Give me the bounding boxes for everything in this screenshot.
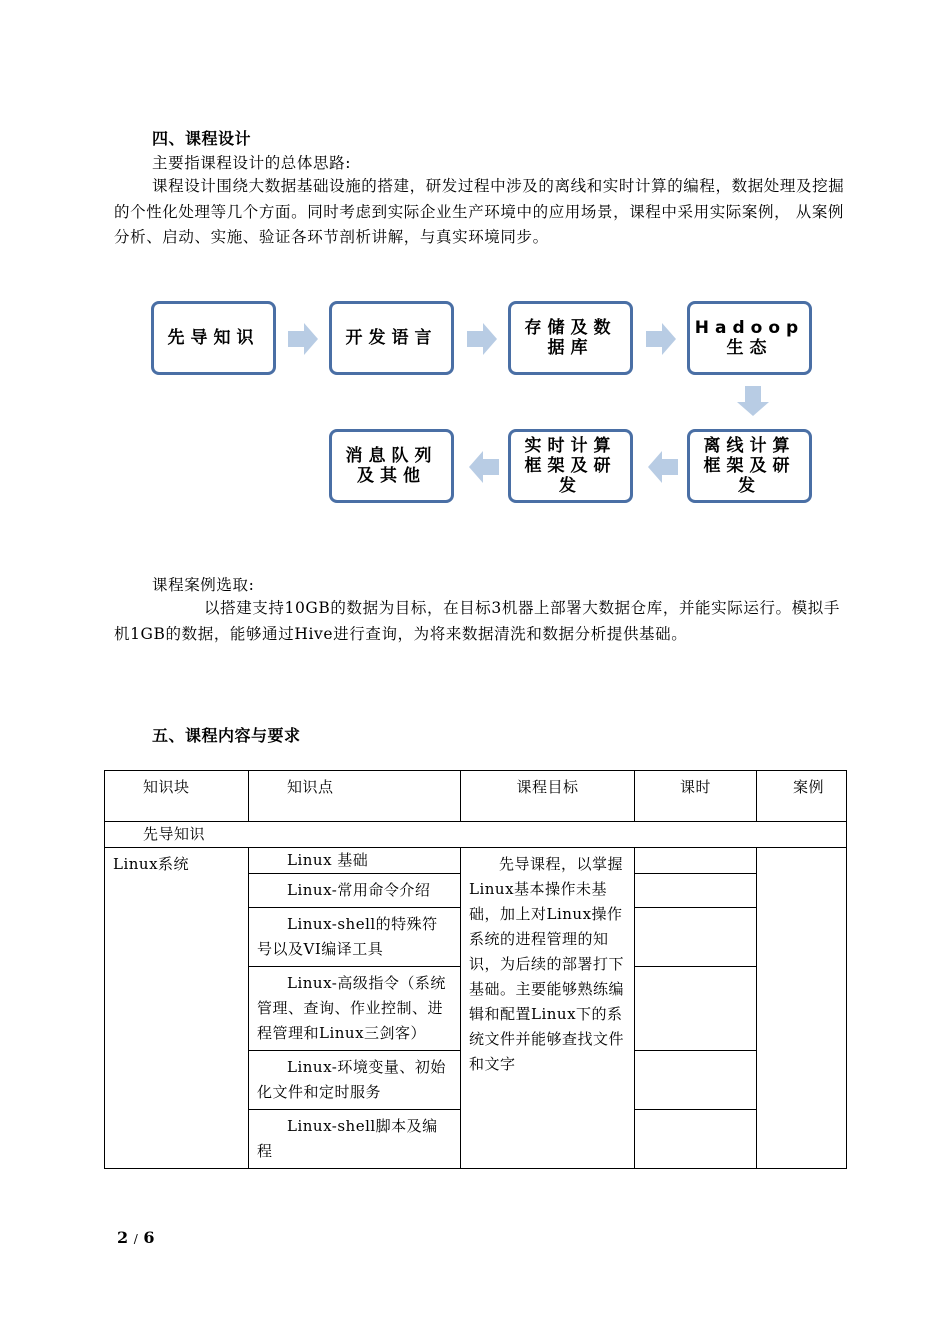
case-title: 课程案例选取: xyxy=(152,576,255,594)
flow-arrow-down-icon xyxy=(737,386,769,418)
goal-linux: 先导课程，以掌握Linux基本操作未基础，加上对Linux操作系统的进程管理的知识，为后续的部署打下基础。主要能够熟练编辑和配置Linux下的系统文件并能够查找文件和文字 xyxy=(461,848,635,1169)
page-current: 2 xyxy=(117,1228,129,1247)
design-intro-paragraph: 课程设计围绕大数据基础设施的搭建，研发过程中涉及的离线和实时计算的编程，数据处理及挖掘的个性化处理等几个方面。同时考虑到实际企业生产环境中的应用场景，课程中采用实际案例， 从案例分析、启动、实施、验证各环节剖析讲解，与真实环境同步。 xyxy=(114,177,845,246)
point-linux-script: Linux-shell脚本及编程 xyxy=(249,1110,461,1169)
flow-node-prereq: 先导知识 xyxy=(151,301,276,375)
point-linux-commands: Linux-常用命令介绍 xyxy=(249,874,461,908)
point-linux-env: Linux-环境变量、初始化文件和定时服务 xyxy=(249,1051,461,1110)
design-subtitle: 主要指课程设计的总体思路: xyxy=(152,154,352,172)
hours-cell xyxy=(635,874,757,908)
table-row xyxy=(105,848,847,874)
header-knowledge-point: 知识点 xyxy=(249,771,461,822)
flow-node-storage: 存储及数据库 xyxy=(508,301,633,375)
section-title-content: 五、课程内容与要求 xyxy=(152,726,301,745)
flow-arrow-left-icon xyxy=(469,451,501,483)
hours-cell xyxy=(635,848,757,874)
case-cell xyxy=(757,848,847,1169)
page-separator: / xyxy=(133,1232,138,1246)
flow-node-mq: 消息队列及其他 xyxy=(329,429,454,503)
hours-cell xyxy=(635,1110,757,1169)
block-linux: Linux系统 xyxy=(105,848,249,1169)
flow-arrow-right-icon xyxy=(646,323,678,355)
header-case: 案例 xyxy=(757,771,847,822)
page-number xyxy=(117,1228,154,1247)
flow-arrow-right-icon xyxy=(467,323,499,355)
flow-node-hadoop: Hadoop 生态 xyxy=(687,301,812,375)
group-prereq: 先导知识 xyxy=(105,822,847,848)
point-linux-basic: Linux 基础 xyxy=(249,848,461,874)
flow-arrow-right-icon xyxy=(288,323,320,355)
hours-cell xyxy=(635,967,757,1051)
flow-node-realtime: 实时计算框架及研发 xyxy=(508,429,633,503)
flow-node-offline: 离线计算框架及研发 xyxy=(687,429,812,503)
flow-node-language: 开发语言 xyxy=(329,301,454,375)
hours-cell xyxy=(635,1051,757,1110)
case-paragraph: 以搭建支持10GB的数据为目标，在目标3机器上部署大数据仓库，并能实际运行。模拟手机1GB的数据，能够通过Hive进行查询，为将来数据清洗和数据分析提供基础。 xyxy=(114,599,840,643)
header-course-goal: 课程目标 xyxy=(461,771,635,822)
header-hours: 课时 xyxy=(635,771,757,822)
page-total: 6 xyxy=(143,1228,155,1247)
table-header-row xyxy=(105,771,847,822)
course-content-table xyxy=(104,770,847,1169)
header-knowledge-block: 知识块 xyxy=(105,771,249,822)
flow-arrow-left-icon xyxy=(648,451,680,483)
table-group-row xyxy=(105,822,847,848)
point-linux-advanced: Linux-高级指令（系统管理、查询、作业控制、进程管理和Linux三剑客） xyxy=(249,967,461,1051)
point-linux-shell-vi: Linux-shell的特殊符号以及VI编译工具 xyxy=(249,908,461,967)
hours-cell xyxy=(635,908,757,967)
section-title-design: 四、课程设计 xyxy=(152,129,252,148)
